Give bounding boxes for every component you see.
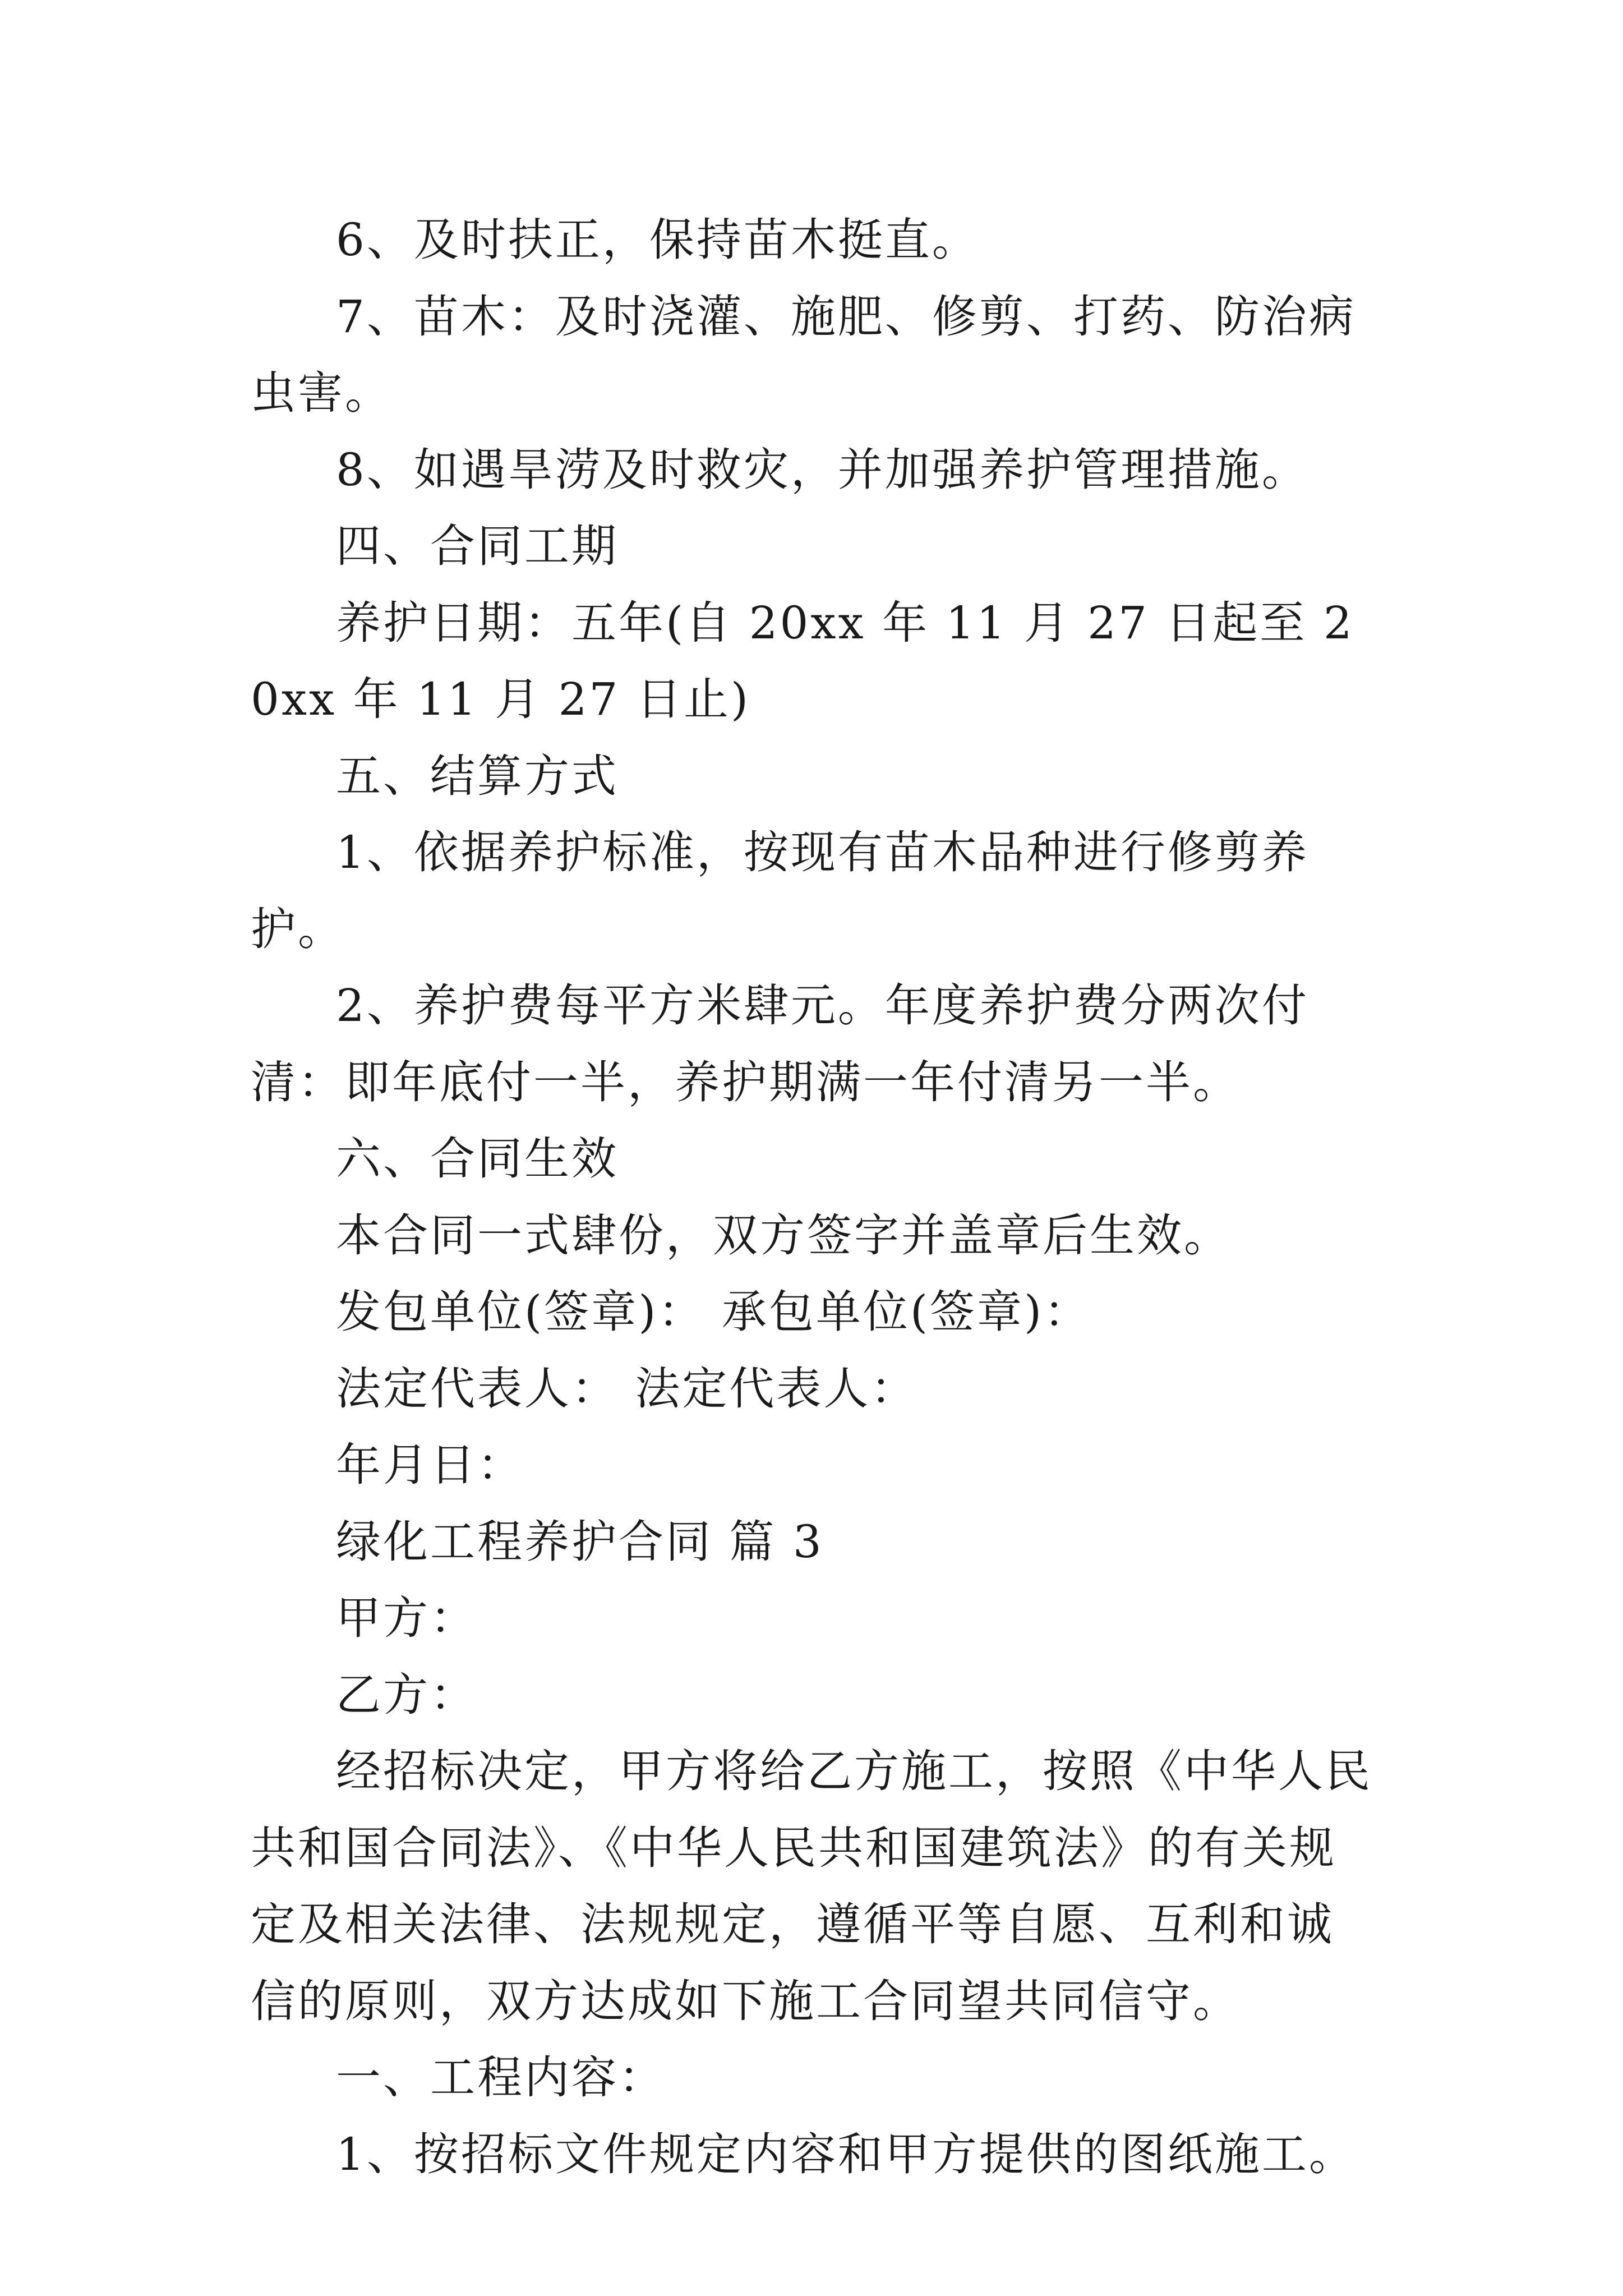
paragraph-scope-1: 1、按招标文件规定内容和甲方提供的图纸施工。 — [336, 2128, 1356, 2180]
party-a-label: 甲方： — [336, 1592, 477, 1644]
section-heading-effect: 六、合同生效 — [336, 1133, 619, 1185]
paragraph-item-6: 6、及时扶正，保持苗木挺直。 — [336, 214, 979, 266]
section-heading-contract-period: 四、合同工期 — [336, 520, 619, 572]
paragraph-preamble: 经招标决定，甲方将给乙方施工，按照《中华人民共和国合同法》、《中华人民共和国建筑法》的有关规定及相关法律、法规规定，遵循平等自愿、互利和诚信的原则，双方达成如下施工合同望共同信守。 — [251, 1745, 1372, 2027]
section-heading-scope: 一、工程内容： — [336, 2051, 666, 2104]
paragraph-effect: 本合同一式肆份，双方签字并盖章后生效。 — [336, 1209, 1231, 1262]
paragraph-item-7: 7、苗木：及时浇灌、施肥、修剪、打药、防治病虫害。 — [251, 290, 1356, 419]
article-title: 绿化工程养护合同 篇 3 — [336, 1515, 824, 1568]
paragraph-item-8: 8、如遇旱涝及时救灾，并加强养护管理措施。 — [336, 443, 1309, 496]
signature-line-units: 发包单位(签章)： 承包单位(签章)： — [336, 1286, 1091, 1338]
section-heading-settlement: 五、结算方式 — [336, 749, 619, 802]
paragraph-settlement-1: 1、依据养护标准，按现有苗木品种进行修剪养护。 — [251, 826, 1309, 955]
signature-line-date: 年月日： — [336, 1439, 524, 1491]
signature-line-representatives: 法定代表人： 法定代表人： — [336, 1362, 918, 1415]
party-b-label: 乙方： — [336, 1668, 477, 1721]
paragraph-maintenance-dates: 养护日期：五年(自 20xx 年 11 月 27 日起至 20xx 年 11 月 27 日止) — [251, 596, 1354, 725]
paragraph-settlement-2: 2、养护费每平方米肆元。年度养护费分两次付清：即年底付一半，养护期满一年付清另一半。 — [251, 979, 1309, 1108]
document-body — [251, 202, 1378, 2193]
